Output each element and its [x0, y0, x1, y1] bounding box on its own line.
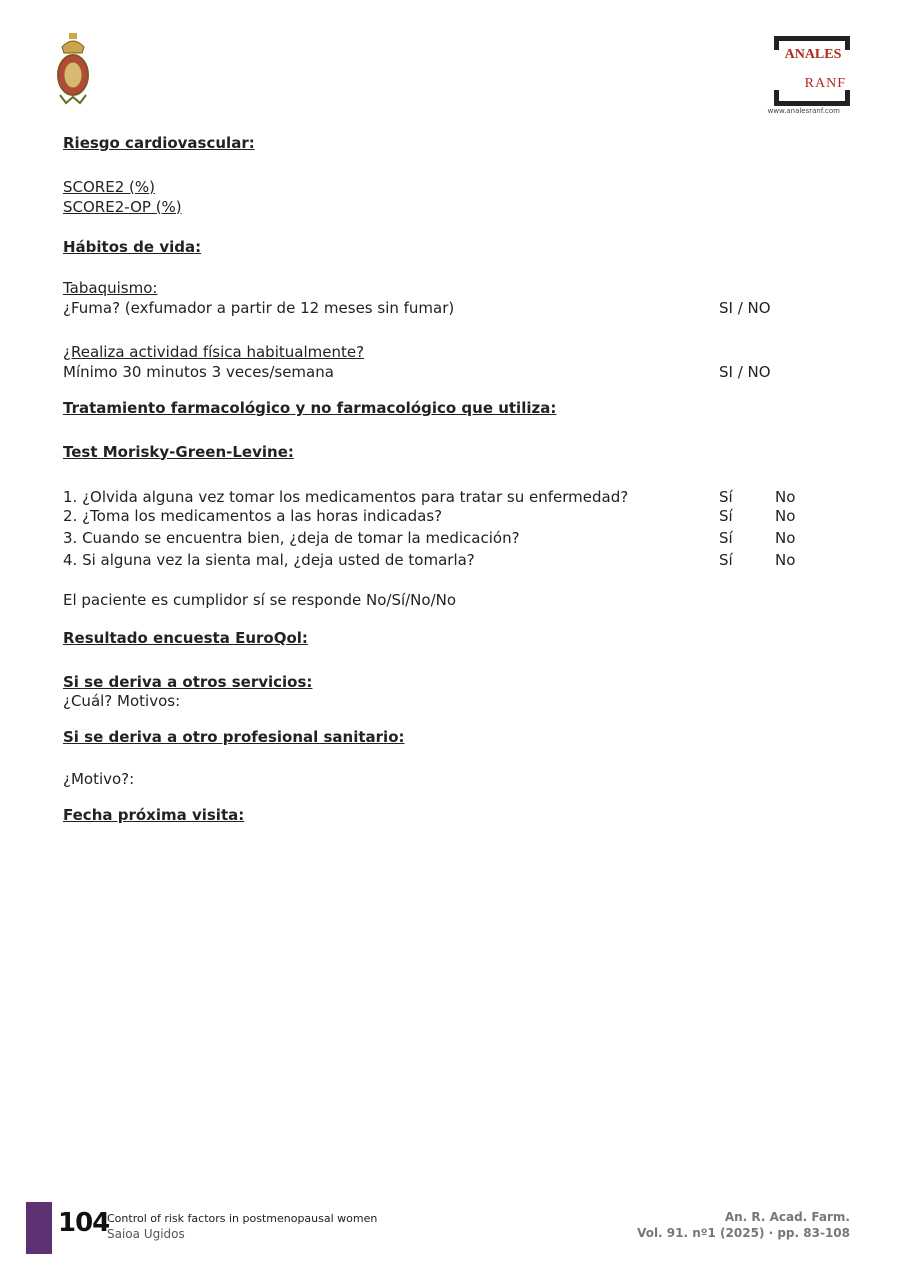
- servicios-prompt: ¿Cuál? Motivos:: [63, 692, 181, 710]
- section-title-riesgo: Riesgo cardiovascular:: [63, 134, 255, 152]
- morisky-no: No: [775, 488, 796, 506]
- tabaquismo-label: Tabaquismo:: [63, 279, 158, 297]
- footer-volume: Vol. 91. nº1 (2025) · pp. 83-108: [637, 1225, 850, 1240]
- morisky-question: 2. ¿Toma los medicamentos a las horas indicadas?: [63, 507, 443, 525]
- morisky-question: 3. Cuando se encuentra bien, ¿deja de tomar la medicación?: [63, 529, 520, 547]
- morisky-no: No: [775, 551, 796, 569]
- morisky-yes: Sí: [719, 507, 733, 525]
- morisky-question: 1. ¿Olvida alguna vez tomar los medicamentos para tratar su enfermedad?: [63, 488, 629, 506]
- form-content: [63, 134, 823, 825]
- morisky-no: No: [775, 507, 796, 525]
- actividad-row: [63, 363, 823, 383]
- morisky-yes: Sí: [719, 551, 733, 569]
- actividad-answer: SI / NO: [719, 363, 771, 381]
- tabaquismo-answer: SI / NO: [719, 299, 771, 317]
- score2-label: SCORE2 (%): [63, 177, 155, 196]
- section-title-tratamiento: Tratamiento farmacológico y no farmacológico que utiliza:: [63, 399, 557, 417]
- tabaquismo-question: ¿Fuma? (exfumador a partir de 12 meses sin fumar): [63, 299, 455, 317]
- morisky-question-row: [63, 551, 823, 571]
- morisky-question-row: [63, 488, 823, 508]
- section-title-euroqol: Resultado encuesta EuroQol:: [63, 629, 308, 647]
- logo-anales-text: ANALES: [784, 47, 842, 62]
- analesranf-logo: [740, 36, 850, 120]
- morisky-note: El paciente es cumplidor sí se responde No/Sí/No/No: [63, 591, 457, 609]
- footer-journal: An. R. Acad. Farm.: [724, 1210, 850, 1224]
- section-title-habitos: Hábitos de vida:: [63, 237, 202, 256]
- academy-crest-icon: [54, 33, 92, 105]
- morisky-yes: Sí: [719, 529, 733, 547]
- footer-author: Saioa Ugidos: [107, 1227, 185, 1241]
- section-title-servicios: Si se deriva a otros servicios:: [63, 672, 313, 691]
- profesional-prompt: ¿Motivo?:: [63, 769, 135, 788]
- section-title-profesional: Si se deriva a otro profesional sanitario:: [63, 728, 405, 746]
- footer-article-title: Control of risk factors in postmenopausal women: [107, 1212, 378, 1225]
- logo-ranf-text: RANF: [804, 76, 846, 91]
- section-title-fecha: Fecha próxima visita:: [63, 805, 245, 824]
- morisky-no: No: [775, 529, 796, 547]
- actividad-question: Mínimo 30 minutos 3 veces/semana: [63, 363, 334, 381]
- actividad-label: ¿Realiza actividad física habitualmente?: [63, 343, 365, 361]
- logo-url: www.analesranf.com: [767, 107, 840, 115]
- morisky-question-row: [63, 507, 823, 527]
- page-number: 104: [58, 1208, 110, 1238]
- tabaquismo-row: [63, 299, 823, 319]
- morisky-yes: Sí: [719, 488, 733, 506]
- morisky-question-row: [63, 529, 823, 549]
- section-title-morisky: Test Morisky-Green-Levine:: [63, 442, 294, 461]
- footer-citation: [637, 1210, 850, 1241]
- morisky-question: 4. Si alguna vez la sienta mal, ¿deja usted de tomarla?: [63, 551, 475, 569]
- score2-op-label: SCORE2-OP (%): [63, 197, 182, 216]
- footer-accent-bar: [26, 1202, 52, 1254]
